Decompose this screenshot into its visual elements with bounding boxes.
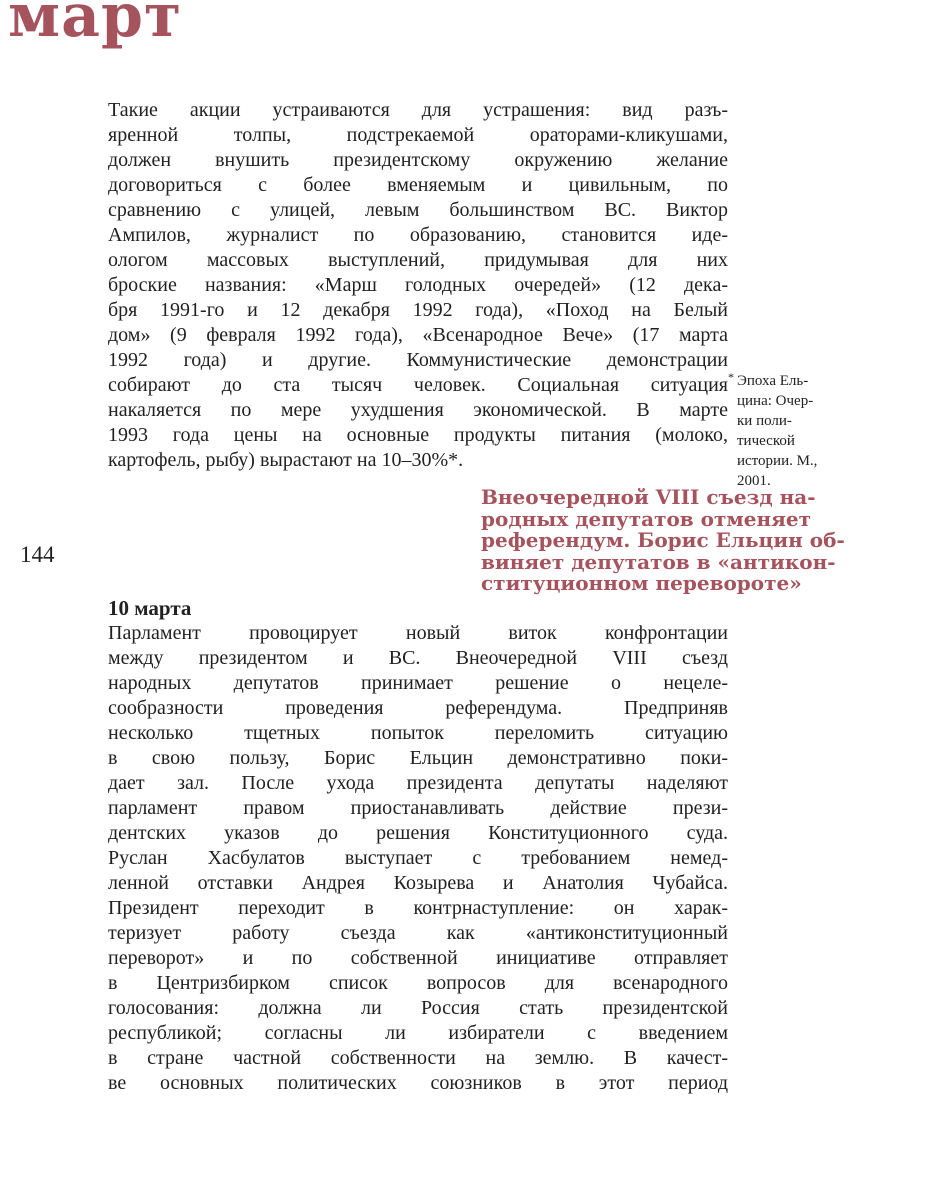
margin-note xyxy=(728,370,853,491)
text-line: Парламент провоцирует новый виток конфронтации xyxy=(108,622,728,644)
text-line: Внеочередной VIII съезд на- xyxy=(481,485,816,509)
date-heading: 10 марта xyxy=(108,596,192,620)
text-line: Руслан Хасбулатов выступает с требованием немед- xyxy=(108,847,728,869)
text-line: Ампилов, журналист по образованию, становится иде- xyxy=(108,224,728,246)
text-line: ленной отставки Андрея Козырева и Анатолия Чубайса. xyxy=(108,872,728,894)
intro-paragraph xyxy=(108,98,728,473)
text-line: сообразности проведения референдума. Предприняв xyxy=(108,697,728,719)
text-line: между президентом и ВС. Внеочередной VIII съезд xyxy=(108,647,728,669)
text-line: парламент правом приостанавливать действие прези- xyxy=(108,797,728,819)
page-number: 144 xyxy=(20,542,55,567)
body-column xyxy=(108,98,728,1096)
text-line: 1992 года) и другие. Коммунистические демонстрации xyxy=(108,349,728,371)
event-heading xyxy=(481,487,881,595)
text-line: дентских указов до решения Конституционного суда. xyxy=(108,822,728,844)
text-line: голосования: должна ли Россия стать президентской xyxy=(108,997,728,1019)
text-line: переворот» и по собственной инициативе отправляет xyxy=(108,947,728,969)
margin-note-text xyxy=(737,371,853,491)
text-line: броские названия: «Марш голодных очередей» (12 дека- xyxy=(108,274,728,296)
text-line: несколько тщетных попыток переломить ситуацию xyxy=(108,722,728,744)
text-line: Такие акции устраиваются для устрашения: вид разъ- xyxy=(108,99,728,121)
text-line: Президент переходит в контрнаступление: он харак- xyxy=(108,897,728,919)
body-paragraph xyxy=(108,621,728,1096)
text-line: 2001. xyxy=(737,473,771,489)
footnote-marker: * xyxy=(728,370,734,384)
text-line: дом» (9 февраля 1992 года), «Всенародное Вече» (17 марта xyxy=(108,324,728,346)
text-line: ки поли- xyxy=(737,413,792,429)
text-line: теризует работу съезда как «антиконституционный xyxy=(108,922,728,944)
text-line: 1993 года цены на основные продукты питания (молоко, xyxy=(108,424,728,446)
text-line: истории. М., xyxy=(737,453,818,469)
text-line: тической xyxy=(737,433,795,449)
text-line: виняет депутатов в «антикон- xyxy=(481,549,836,574)
text-line: договориться с более вменяемым и цивильным, по xyxy=(108,174,728,196)
text-line: родных депутатов отменяет xyxy=(481,506,812,531)
text-line: ологом массовых выступлений, придумывая для них xyxy=(108,249,728,271)
text-line: референдум. Борис Ельцин об- xyxy=(481,528,845,552)
text-line: народных депутатов принимает решение о нецеле- xyxy=(108,672,728,694)
month-heading: март xyxy=(8,0,183,51)
text-line: республикой; согласны ли избиратели с введением xyxy=(108,1022,728,1044)
text-line: собирают до ста тысяч человек. Социальная ситуация xyxy=(108,374,728,396)
text-line: дает зал. После ухода президента депутаты наделяют xyxy=(108,772,728,794)
text-line: сравнению с улицей, левым большинством ВС. Виктор xyxy=(108,199,728,221)
text-line: яренной толпы, подстрекаемой ораторами-кликушами, xyxy=(108,124,728,146)
text-line: бря 1991-го и 12 декабря 1992 года), «Поход на Белый xyxy=(108,299,728,321)
text-line: в свою пользу, Борис Ельцин демонстративно поки- xyxy=(108,747,728,769)
text-line: Эпоха Ель- xyxy=(737,373,809,389)
text-line: картофель, рыбу) вырастают на 10–30%*. xyxy=(108,449,464,471)
text-line: в стране частной собственности на землю. В качест- xyxy=(108,1047,728,1069)
text-line: должен внушить президентскому окружению желание xyxy=(108,149,728,171)
text-line: ституционном перевороте» xyxy=(481,571,802,595)
text-line: ве основных политических союзников в этот период xyxy=(108,1072,728,1094)
text-line: в Центризбирком список вопросов для всенародного xyxy=(108,972,728,994)
text-line: цина: Очер- xyxy=(737,393,814,409)
text-line: накаляется по мере ухудшения экономической. В марте xyxy=(108,399,728,421)
